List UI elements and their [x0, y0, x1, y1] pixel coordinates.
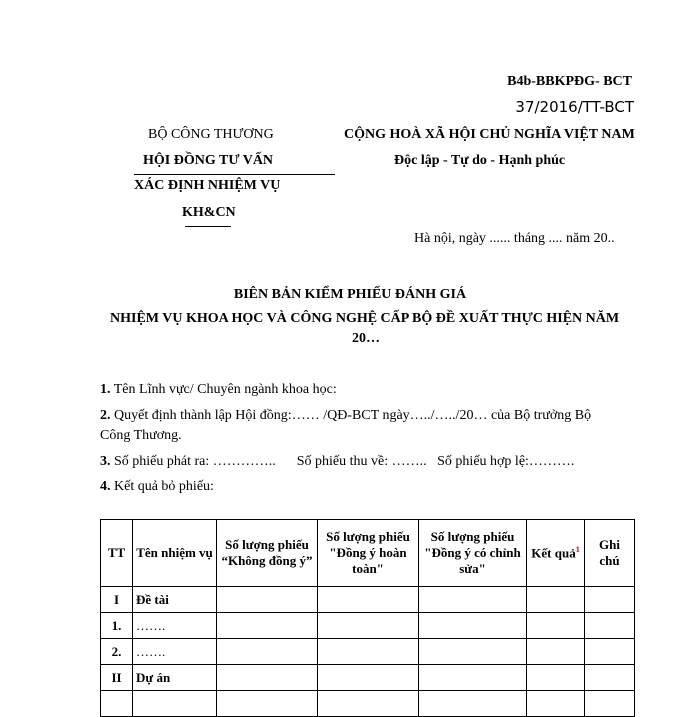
circular-number: 37/2016/TT-BCT — [515, 98, 634, 116]
cell — [527, 691, 585, 717]
cell — [318, 665, 419, 691]
date-line: Hà nội, ngày ...... tháng .... năm 20.. — [414, 231, 615, 246]
col-header-agree-with-edits: Số lượng phiếu "Đồng ý có chỉnh sửa" — [419, 520, 527, 587]
item-number: 1. — [100, 382, 111, 397]
council-name-line1: HỘI ĐỒNG TƯ VẤN — [143, 153, 274, 168]
row-tt: I — [101, 587, 133, 613]
cell — [318, 613, 419, 639]
cell — [419, 691, 527, 717]
cell — [585, 665, 635, 691]
cell — [585, 613, 635, 639]
document-title-line2: NHIỆM VỤ KHOA HỌC VÀ CÔNG NGHỆ CẤP BỘ ĐỀ XUẤT THỰC HIỆN NĂM — [110, 311, 620, 326]
row-name: ……. — [133, 613, 217, 639]
document-title-line3: 20… — [352, 331, 380, 346]
cell — [217, 613, 318, 639]
item-number: 3. — [100, 454, 111, 469]
nation-title: CỘNG HOÀ XÃ HỘI CHỦ NGHĨA VIỆT NAM — [344, 127, 635, 142]
council-name-line2: XÁC ĐỊNH NHIỆM VỤ — [134, 178, 281, 193]
table-header-row — [101, 520, 635, 587]
row-name: ……. — [133, 639, 217, 665]
table-row — [101, 691, 635, 717]
cell — [527, 665, 585, 691]
table-row — [101, 639, 635, 665]
cell — [419, 587, 527, 613]
form-code: B4b-BBKPĐG- BCT — [507, 74, 632, 89]
cell — [318, 691, 419, 717]
council-underline — [134, 174, 335, 175]
item-text: Tên Lĩnh vực/ Chuyên ngành khoa học: — [110, 382, 337, 397]
result-label: Kết quả — [531, 545, 576, 561]
cell — [585, 691, 635, 717]
row-tt: II — [101, 665, 133, 691]
cell — [419, 639, 527, 665]
council-name-line3: KH&CN — [182, 205, 236, 220]
cell — [585, 639, 635, 665]
table-row — [101, 587, 635, 613]
col-header-task-name: Tên nhiệm vụ — [133, 520, 217, 587]
cell — [318, 639, 419, 665]
council-short-underline — [185, 226, 231, 227]
row-tt: 1. — [101, 613, 133, 639]
row-name — [133, 691, 217, 717]
table-row — [101, 665, 635, 691]
item-text: Kết quả bỏ phiếu: — [110, 479, 214, 494]
item-text: Quyết định thành lập Hội đồng:…… /QĐ-BCT ngày…../…../20… của Bộ trưởng Bộ Công Thương. — [100, 408, 592, 443]
row-tt: 2. — [101, 639, 133, 665]
cell — [527, 639, 585, 665]
footnote-mark: 1 — [575, 544, 580, 554]
cell — [527, 613, 585, 639]
item-number: 2. — [100, 408, 111, 423]
item-1 — [100, 380, 337, 400]
row-name: Đề tài — [133, 587, 217, 613]
cell — [318, 587, 419, 613]
cell — [217, 639, 318, 665]
cell — [217, 691, 318, 717]
item-number: 4. — [100, 479, 111, 494]
vote-result-table — [100, 519, 635, 717]
row-name: Dự án — [133, 665, 217, 691]
national-motto: Độc lập - Tự do - Hạnh phúc — [394, 153, 566, 168]
col-header-tt: TT — [101, 520, 133, 587]
row-tt — [101, 691, 133, 717]
item-4 — [100, 477, 214, 497]
table-row — [101, 613, 635, 639]
cell — [419, 613, 527, 639]
cell — [527, 587, 585, 613]
cell — [217, 665, 318, 691]
col-header-notes: Ghi chú — [585, 520, 635, 587]
col-header-fully-agree: Số lượng phiếu "Đồng ý hoàn toàn" — [318, 520, 419, 587]
col-header-result — [527, 520, 585, 587]
cell — [585, 587, 635, 613]
col-header-disagree: Số lượng phiếu “Không đồng ý” — [217, 520, 318, 587]
item-2 — [100, 406, 620, 446]
item-3 — [100, 452, 574, 472]
cell — [419, 665, 527, 691]
cell — [217, 587, 318, 613]
item-text: Số phiếu phát ra: ………….. Số phiếu thu về: …….. Số phiếu hợp lệ:………. — [110, 454, 575, 469]
ministry-name: BỘ CÔNG THƯƠNG — [148, 127, 274, 142]
document-title-line1: BIÊN BẢN KIỂM PHIẾU ĐÁNH GIÁ — [233, 287, 467, 302]
